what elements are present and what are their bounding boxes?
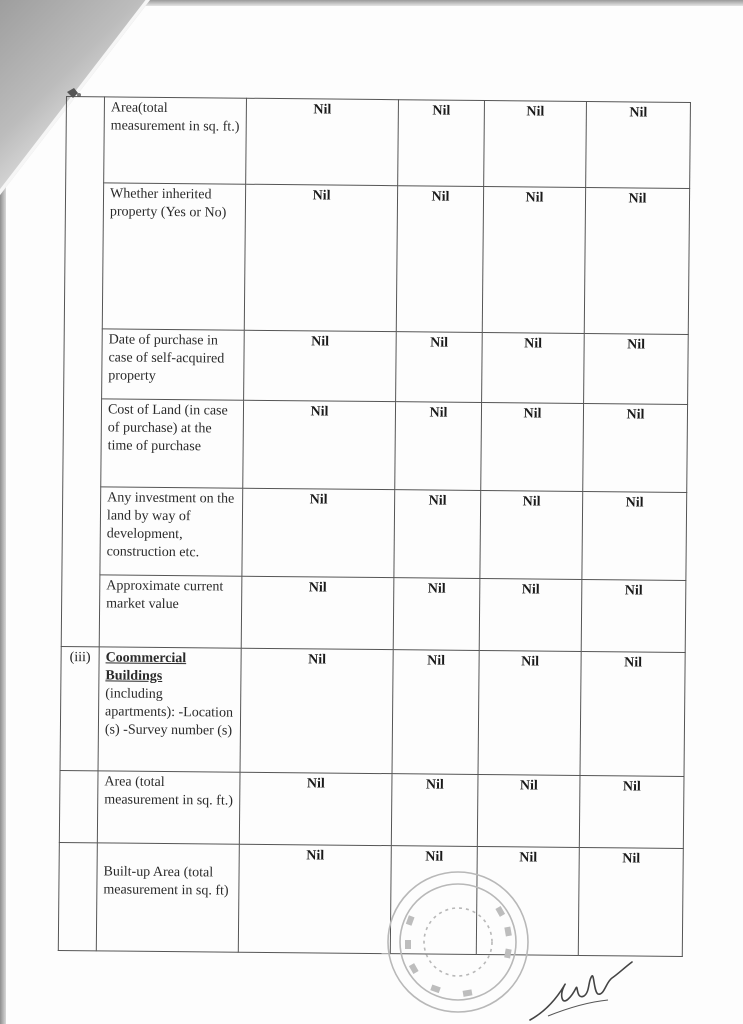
value-cell: Nil (243, 400, 396, 489)
table-row (59, 770, 684, 848)
value-cell: Nil (480, 490, 583, 579)
row-label: Built-up Area (total measurement in sq. ft) (96, 843, 239, 952)
table-row (58, 842, 683, 956)
table-row (64, 328, 689, 404)
value-cell: Nil (584, 333, 689, 404)
value-cell: Nil (583, 403, 688, 492)
value-cell: Nil (241, 576, 394, 649)
table-row (64, 183, 689, 335)
value-cell: Nil (394, 490, 481, 579)
table-row (66, 97, 691, 189)
value-cell: Nil (481, 403, 584, 492)
value-cell: Nil (244, 330, 397, 401)
value-cell: Nil (579, 775, 684, 848)
value-cell: Nil (580, 651, 685, 776)
row-label: Date of purchase in case of self-acquired property (102, 329, 245, 400)
value-cell: Nil (581, 579, 686, 652)
section-number: (iii) (60, 646, 99, 770)
official-seal-stamp (380, 868, 538, 1018)
value-cell: Nil (482, 333, 585, 404)
value-cell: Nil (476, 846, 579, 955)
value-cell: Nil (391, 774, 478, 847)
row-label: Approximate current market value (99, 575, 242, 648)
section-heading: Coommercial Buildings (105, 650, 187, 684)
section-cell (61, 97, 104, 647)
value-cell: Nil (396, 332, 483, 403)
value-cell: Nil (479, 578, 582, 651)
row-label (98, 647, 241, 772)
value-cell: Nil (240, 648, 393, 773)
value-cell: Nil (586, 101, 691, 188)
value-cell: Nil (584, 187, 689, 334)
value-cell: Nil (398, 100, 485, 187)
row-label-detail: (including apartments): -Location (s) -Survey number (s) (104, 686, 234, 739)
section-cell (59, 770, 98, 842)
value-cell: Nil (392, 650, 479, 775)
table-row (60, 646, 685, 776)
value-cell: Nil (244, 184, 397, 331)
row-label: Whether inherited property (Yes or No) (102, 183, 245, 330)
value-cell: Nil (482, 187, 585, 334)
value-cell: Nil (246, 98, 399, 185)
row-label: Any investment on the land by way of development, construction etc. (100, 487, 243, 576)
value-cell: Nil (478, 650, 581, 775)
value-cell: Nil (390, 846, 477, 955)
value-cell: Nil (239, 772, 392, 845)
value-cell: Nil (242, 488, 395, 577)
asset-declaration-table (58, 96, 691, 957)
handwritten-signature (528, 956, 638, 1024)
table-row (61, 574, 686, 652)
value-cell: Nil (396, 186, 483, 333)
table-row (63, 398, 688, 492)
value-cell: Nil (484, 101, 587, 188)
value-cell: Nil (578, 847, 683, 956)
table-row (62, 486, 687, 580)
value-cell: Nil (395, 402, 482, 491)
value-cell: Nil (238, 844, 391, 953)
row-label: Cost of Land (in case of purchase) at the time of purchase (101, 399, 244, 488)
value-cell: Nil (582, 491, 687, 580)
section-cell (58, 842, 97, 950)
row-label: Area (total measurement in sq. ft.) (97, 771, 240, 844)
value-cell: Nil (477, 774, 580, 847)
value-cell: Nil (393, 578, 480, 651)
row-label: Area(total measurement in sq. ft.) (104, 97, 247, 184)
